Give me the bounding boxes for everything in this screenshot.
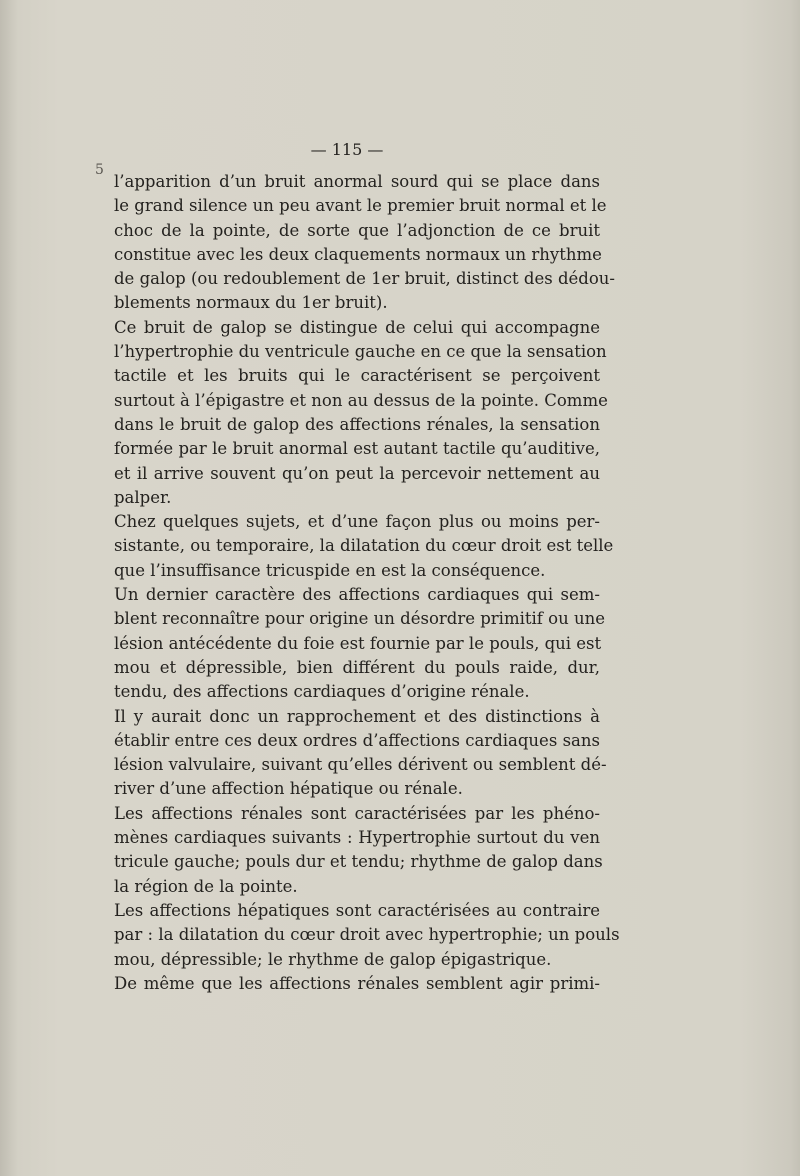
text-line: Ce bruit de galop se distingue de celui qui accompagne: [114, 317, 600, 337]
text-line: mou, dépressible; le rhythme de galop épigastrique.: [114, 949, 552, 969]
text-line: l’apparition d’un bruit anormal sourd qui se place dans: [114, 172, 600, 191]
text-line: le grand silence un peu avant le premier bruit normal et le: [114, 196, 607, 216]
text-line: de galop (ou redoublement de 1er bruit, distinct des dédou-: [114, 269, 615, 289]
text-line: sistante, ou temporaire, la dilatation du cœur droit est telle: [114, 536, 614, 556]
text-line: formée par le bruit anormal est autant tactile qu’auditive,: [114, 439, 600, 459]
text-line: palper.: [114, 487, 172, 507]
text-line: établir entre ces deux ordres d’affections cardiaques sans: [114, 730, 600, 750]
text-line: Il y aurait donc un rapprochement et des distinctions à: [114, 706, 600, 726]
text-line: que l’insuffisance tricuspide en est la conséquence.: [114, 560, 546, 580]
text-line: Les affections rénales sont caractérisées par les phéno-: [114, 803, 600, 823]
text-line: Chez quelques sujets, et d’une façon plus ou moins per-: [114, 512, 600, 532]
text-block: [114, 140, 620, 996]
body-text: [114, 170, 620, 996]
margin-annotation: 5: [95, 162, 104, 178]
text-line: blements normaux du 1er bruit).: [114, 293, 388, 313]
text-line: blent reconnaître pour origine un désordre primitif ou une: [114, 609, 605, 629]
text-line: Un dernier caractère des affections cardiaques qui sem-: [114, 585, 600, 605]
text-line: par : la dilatation du cœur droit avec hypertrophie; un pouls: [114, 925, 620, 945]
page-number: — 115 —: [310, 140, 384, 159]
text-line: mou et dépressible, bien différent du pouls raide, dur,: [114, 657, 600, 677]
text-line: Les affections hépatiques sont caractérisées au contraire: [114, 900, 600, 920]
text-line: lésion valvulaire, suivant qu’elles dérivent ou semblent dé-: [114, 755, 607, 775]
text-line: De même que les affections rénales semblent agir primi-: [114, 973, 600, 993]
text-line: mènes cardiaques suivants : Hypertrophie surtout du ven: [114, 828, 600, 848]
text-line: tendu, des affections cardiaques d’origine rénale.: [114, 682, 530, 702]
text-line: tactile et les bruits qui le caractérisent se perçoivent: [114, 366, 600, 386]
text-line: constitue avec les deux claquements normaux un rhythme: [114, 244, 602, 264]
text-line: choc de la pointe, de sorte que l’adjonction de ce bruit: [114, 220, 600, 240]
text-line: river d’une affection hépatique ou rénale.: [114, 779, 463, 799]
text-line: lésion antécédente du foie est fournie par le pouls, qui est: [114, 633, 602, 653]
text-line: la région de la pointe.: [114, 876, 298, 896]
text-line: surtout à l’épigastre et non au dessus de la pointe. Comme: [114, 390, 608, 410]
text-line: dans le bruit de galop des affections rénales, la sensation: [114, 414, 600, 434]
text-line: tricule gauche; pouls dur et tendu; rhythme de galop dans: [114, 852, 603, 872]
text-line: l’hypertrophie du ventricule gauche en ce que la sensation: [114, 342, 607, 362]
text-line: et il arrive souvent qu’on peut la percevoir nettement au: [114, 463, 600, 483]
